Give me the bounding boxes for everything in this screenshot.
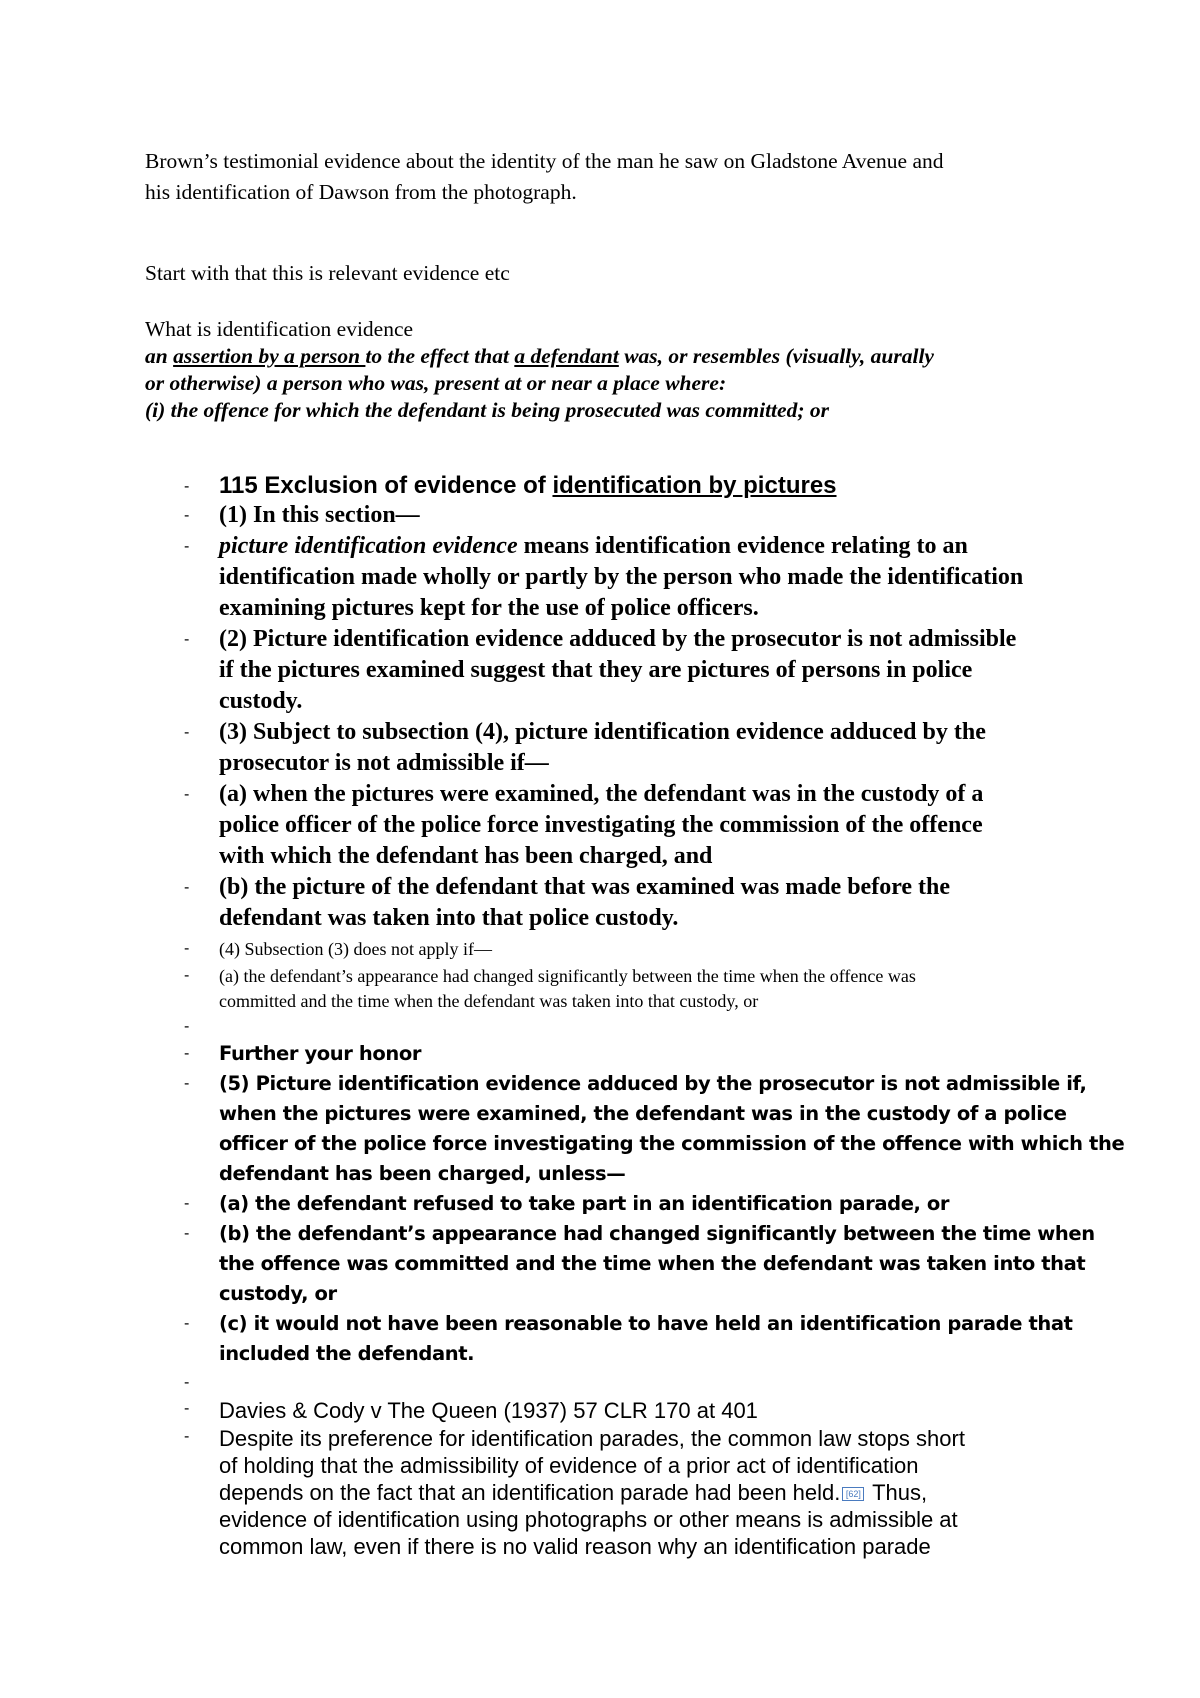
intro-paragraph (145, 146, 1085, 208)
footnote-link[interactable]: [62] (842, 1487, 864, 1501)
definition-question: What is identification evidence (145, 317, 414, 341)
bullet-dash: - (184, 631, 190, 648)
bullet-dash: - (184, 967, 190, 984)
definition-line: (i) the offence for which the defendant is being prosecuted was committed; or (145, 398, 829, 422)
bullet-dash: - (184, 1195, 190, 1212)
bullet-dash: - (184, 507, 190, 524)
document-page: Brown’s testimonial evidence about the identity of the man he saw on Gladstone Avenue and his identification of Dawson from the photograph. Start with that this is relevant evidence etc What is identification evidence an assertion by a person to the effect that a defendant was, or resembles (visually, aurally or otherwise) a person who was, present at or near a place where: (i) the offence for which the defendant is being prosecuted was committed; or - 115 Exclusion of evidence of identification by pictures - (1) In this section— - picture identification evidence means identification evidence relating to an identification made wholly or partly by the person who made the identification examining pictures kept for the use of police officers. - (2) Picture identification evidence adduced by the prosecutor is not admissible if the pictures examined suggest that they are pictures of persons in police custody. - (3) Subject to subsection (4), picture identification evidence adduced by the prosecutor is not admissible if— - (a) when the pictures were examined, the defendant was in the custody of a police officer of the police force investigating the commission of the offence with which the defendant has been charged, and - (b) the picture of the defendant that was examined was made before the defendant was taken into that police custody. - (4) Subsection (3) does not apply if— - (a) the defendant’s appearance had changed significantly between the time when the offence was committed and the time when the defendant was taken into that custody, or - - Further your honor - (5) Picture identification evidence adduced by the prosecutor is not admissible if, when the pictures were examined, the defendant was in the custody of a police officer of the police force investigating the commission of the offence with which the defendant has been charged, unless— - (a) the defendant refused to take part in an identification parade, or - (b) the defendant’s appearance had changed significantly between the time when the offence was committed and the time when the defendant was taken into that custody, or - (c) it would not have been reasonable to have held an identification parade that included the defendant. - - Davies & Cody v The Queen (1937) 57 CLR 170 at 401 - Despite its preference for identification parades, the common law stops short of holding that the admissibility of evidence of a prior act of identification depends on the fact that an identification parade had been held. [62] Thus, evidence of identification using photographs or other means is admissible at common law, even if there is no valid reason why an identification parade (0, 0, 1200, 1698)
case-quote: Despite its preference for identification parades, the common law stops short of holding that the admissibility of evidence of a prior act of identification depends on the fact that an identification parade had been held. [62] Thus, evidence of identification using photographs or other means is admissible at common law, even if there is no valid reason why an identification parade (219, 1426, 965, 1559)
bullet-dash: - (184, 940, 190, 957)
bullet-dash: - (184, 1315, 190, 1332)
bullet-dash: - (184, 879, 190, 896)
bullet-dash: - (184, 538, 190, 555)
definition-line: an assertion by a person to the effect that a defendant was, or resembles (visually, aurally (145, 344, 934, 368)
intro-line: Brown’s testimonial evidence about the identity of the man he saw on Gladstone Avenue and (145, 149, 944, 173)
bullet-dash: - (184, 478, 190, 495)
bullet-dash: - (184, 1045, 190, 1062)
bullet-dash: - (184, 1428, 190, 1445)
bullet-dash: - (184, 1400, 190, 1417)
bullet-dash: - (184, 1374, 190, 1391)
definition-quote (145, 343, 1085, 424)
underlined-phrase: a defendant (514, 344, 619, 368)
bullet-dash: - (184, 724, 190, 741)
bullet-dash: - (184, 786, 190, 803)
bullet-dash: - (184, 1225, 190, 1242)
bullet-dash: - (184, 1075, 190, 1092)
start-note: Start with that this is relevant evidence etc (145, 261, 510, 285)
definition-line: or otherwise) a person who was, present at or near a place where: (145, 371, 727, 395)
defined-term: picture identification evidence (219, 533, 518, 559)
case-citation: Davies & Cody v The Queen (1937) 57 CLR 170 at 401 (219, 1398, 758, 1423)
bullet-dash: - (184, 1018, 190, 1035)
intro-line: his identification of Dawson from the photograph. (145, 180, 577, 204)
section-heading: 115 Exclusion of evidence of identification by pictures (219, 472, 837, 499)
underlined-phrase: assertion by a person (173, 344, 366, 368)
